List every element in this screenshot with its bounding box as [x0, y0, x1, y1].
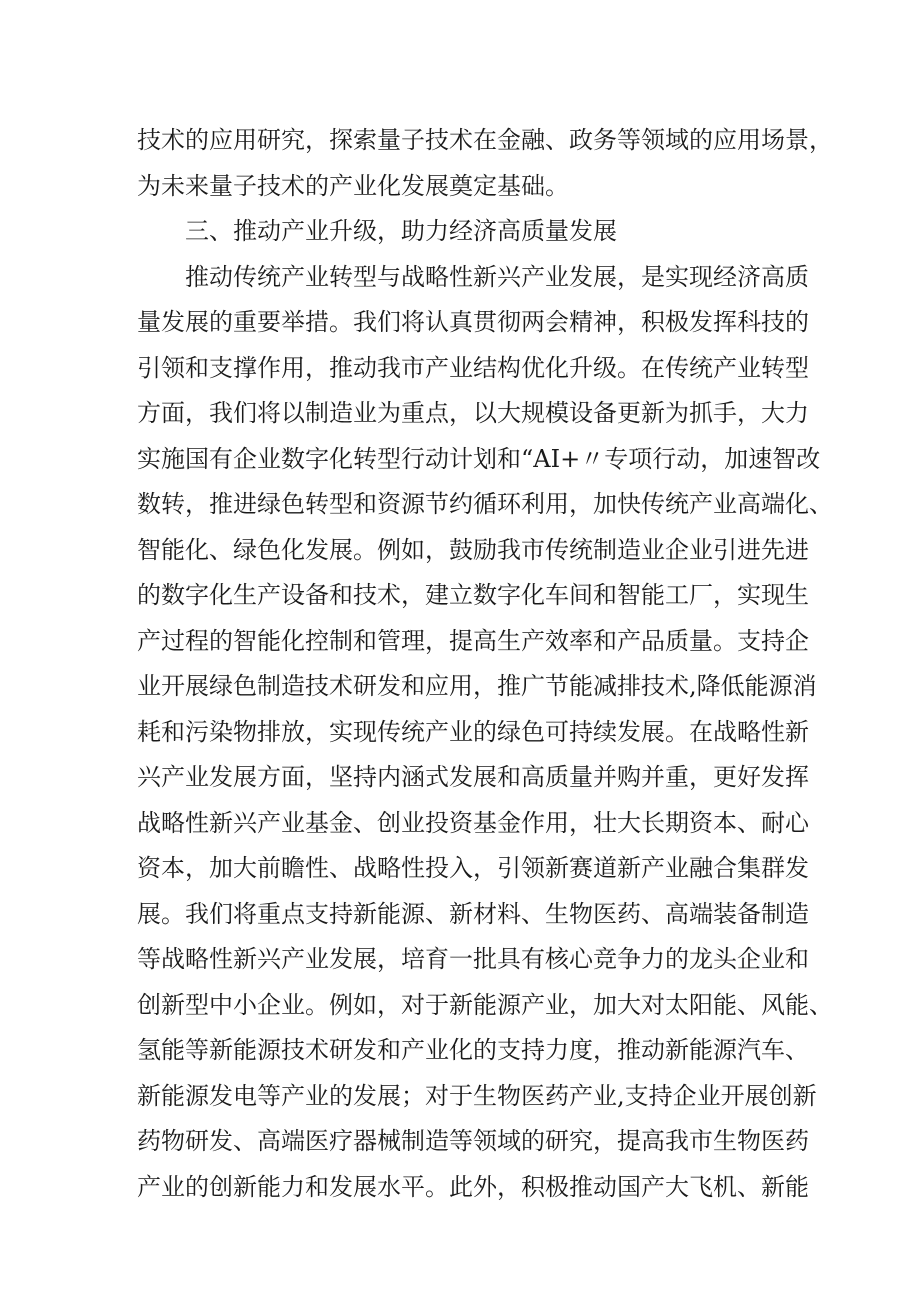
paragraph-line: 战略性新兴产业基金、创业投资基金作用，壮大长期资本、耐心	[137, 808, 809, 837]
paragraph-line: 技术的应用研究，探索量子技术在金融、政务等领域的应用场景，	[137, 126, 833, 154]
paragraph-line: 数转，推进绿色转型和资源节约循环利用，加快传统产业高端化、	[137, 490, 833, 518]
paragraph-line: 智能化、绿色化发展。例如，鼓励我市传统制造业企业引进先进	[137, 535, 809, 564]
body-paragraph	[137, 255, 833, 1211]
paragraph-line: 业开展绿色制造技术研发和应用，推广节能减排技术,降低能源消	[137, 672, 817, 700]
paragraph-line: 新能源发电等产业的发展；对于生物医药产业,支持企业开展创新	[137, 1081, 817, 1110]
paragraph-line: 氢能等新能源技术研发和产业化的支持力度，推动新能源汽车、	[137, 1036, 809, 1064]
paragraph-line: 为未来量子技术的产业化发展奠定基础。	[137, 171, 569, 200]
paragraph-line: 展。我们将重点支持新能源、新材料、生物医药、高端装备制造	[137, 899, 809, 928]
paragraph-line: 方面，我们将以制造业为重点，以大规模设备更新为抓手，大力	[137, 399, 809, 427]
paragraph-line: 创新型中小企业。例如，对于新能源产业，加大对太阳能、风能、	[137, 990, 833, 1019]
paragraph-line: 资本，加大前瞻性、战略性投入，引领新赛道新产业融合集群发	[137, 854, 809, 882]
paragraph-line: 等战略性新兴产业发展，培育一批具有核心竞争力的龙头企业和	[137, 945, 809, 973]
paragraph-line: 推动传统产业转型与战略性新兴产业发展，是实现经济高质	[185, 262, 809, 291]
paragraph-line: 量发展的重要举措。我们将认真贯彻两会精神，积极发挥科技的	[137, 308, 809, 336]
paragraph-line: 实施国有企业数字化转型行动计划和“AI+〃专项行动，加速智改	[137, 444, 821, 473]
paragraph-line: 产业的创新能力和发展水平。此外，积极推动国产大飞机、新能	[137, 1172, 809, 1201]
paragraph-line: 引领和支撑作用，推动我市产业结构优化升级。在传统产业转型	[137, 353, 809, 382]
paragraph-line: 的数字化生产设备和技术，建立数字化车间和智能工厂，实现生	[137, 581, 809, 609]
paragraph-line: 耗和污染物排放，实现传统产业的绿色可持续发展。在战略性新	[137, 717, 809, 746]
paragraph-line: 药物研发、高端医疗器械制造等领域的研究，提高我市生物医药	[137, 1127, 809, 1155]
intro-paragraph	[137, 118, 833, 209]
text-column	[137, 118, 833, 1210]
paragraph-line: 产过程的智能化控制和管理，提高生产效率和产品质量。支持企	[137, 626, 809, 655]
section-heading: 三、推动产业升级，助力经济高质量发展	[185, 217, 617, 245]
paragraph-line: 兴产业发展方面，坚持内涵式发展和高质量并购并重，更好发挥	[137, 763, 809, 791]
